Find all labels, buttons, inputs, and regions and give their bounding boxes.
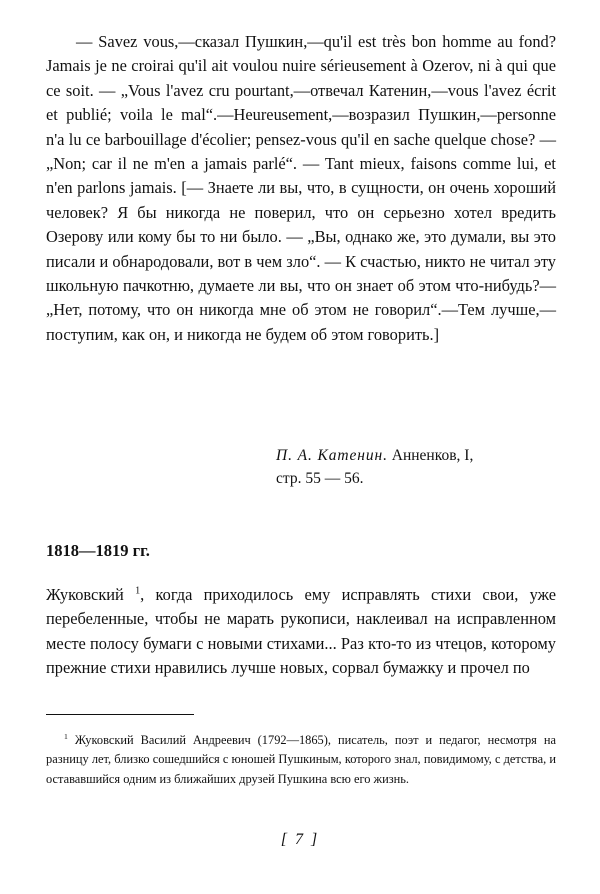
- source-reference: Анненков, I,: [391, 447, 474, 464]
- source-pages: стр. 55 — 56.: [276, 470, 364, 487]
- paragraph-rest: , когда приходилось ему исправлять стихи свои, уже перебеленные, чтобы не марать рукописи, наклеивал на исправленном месте полосу бумаги с новыми стихами... Раз кто-то из чтецов, которому прежние стихи нравились лучше новых, сорвал бумажку и прочел по: [46, 585, 556, 678]
- memoir-paragraph-zhukovsky: [46, 583, 556, 681]
- footnote-reference: 1: [135, 585, 141, 597]
- footnote-marker: 1: [64, 731, 68, 741]
- footnote: [46, 731, 556, 789]
- paragraph-text: — Savez vous,—сказал Пушкин,—qu'il est très bon homme au fond? Jamais je ne croirai qu'il ait voulou nuire sérieusement à Ozerov, ni à qui que ce soit. — „Vous l'avez cru pourtant,—отвечал Катенин,—vous l'avez écrit et publié; voila le mal“.—Heureusement,—возразил Пушкин,—personne n'a lu ce barbouillage d'écolier; pensez-vous qu'il en sache quelque chose? — „Non; car il ne m'en a jamais parlé“. — Tant mieux, faisons comme lui, et n'en parlons jamais. [— Знаете ли вы, что, в сущности, он очень хороший человек? Я бы никогда не поверил, что он серьезно хотел вредить Озерову или кому бы то ни было. — „Вы, однако же, это думали, вы это писали и обнародовали, вот в чем зло“. — К счастью, никто не читал эту школьную пачкотню, думаете ли вы, что он знает об этом что-нибудь?—„Нет, потому, что он никогда мне об этом не говорил“.—Тем лучше,—поступим, как он, и никогда не будем об этом говорить.]: [46, 32, 556, 344]
- memoir-paragraph-katenin: [46, 30, 556, 347]
- section-heading-years: 1818—1819 гг.: [46, 541, 150, 560]
- footnote-text: Жуковский Василий Андреевич (1792—1865), писатель, поэт и педагог, несмотря на разницу лет, близко сошедшийся с юношей Пушкиным, которого знал, повидимому, с детства, и остававшийся одним из ближайших друзей Пушкина всю его жизнь.: [46, 733, 556, 786]
- source-attribution: [276, 444, 566, 490]
- page-number: [ 7 ]: [280, 831, 320, 848]
- paragraph-start: Жуковский: [46, 585, 124, 604]
- footnote-divider: [46, 714, 194, 715]
- paragraph-text: [46, 583, 556, 681]
- source-author: П. А. Катенин.: [276, 447, 388, 464]
